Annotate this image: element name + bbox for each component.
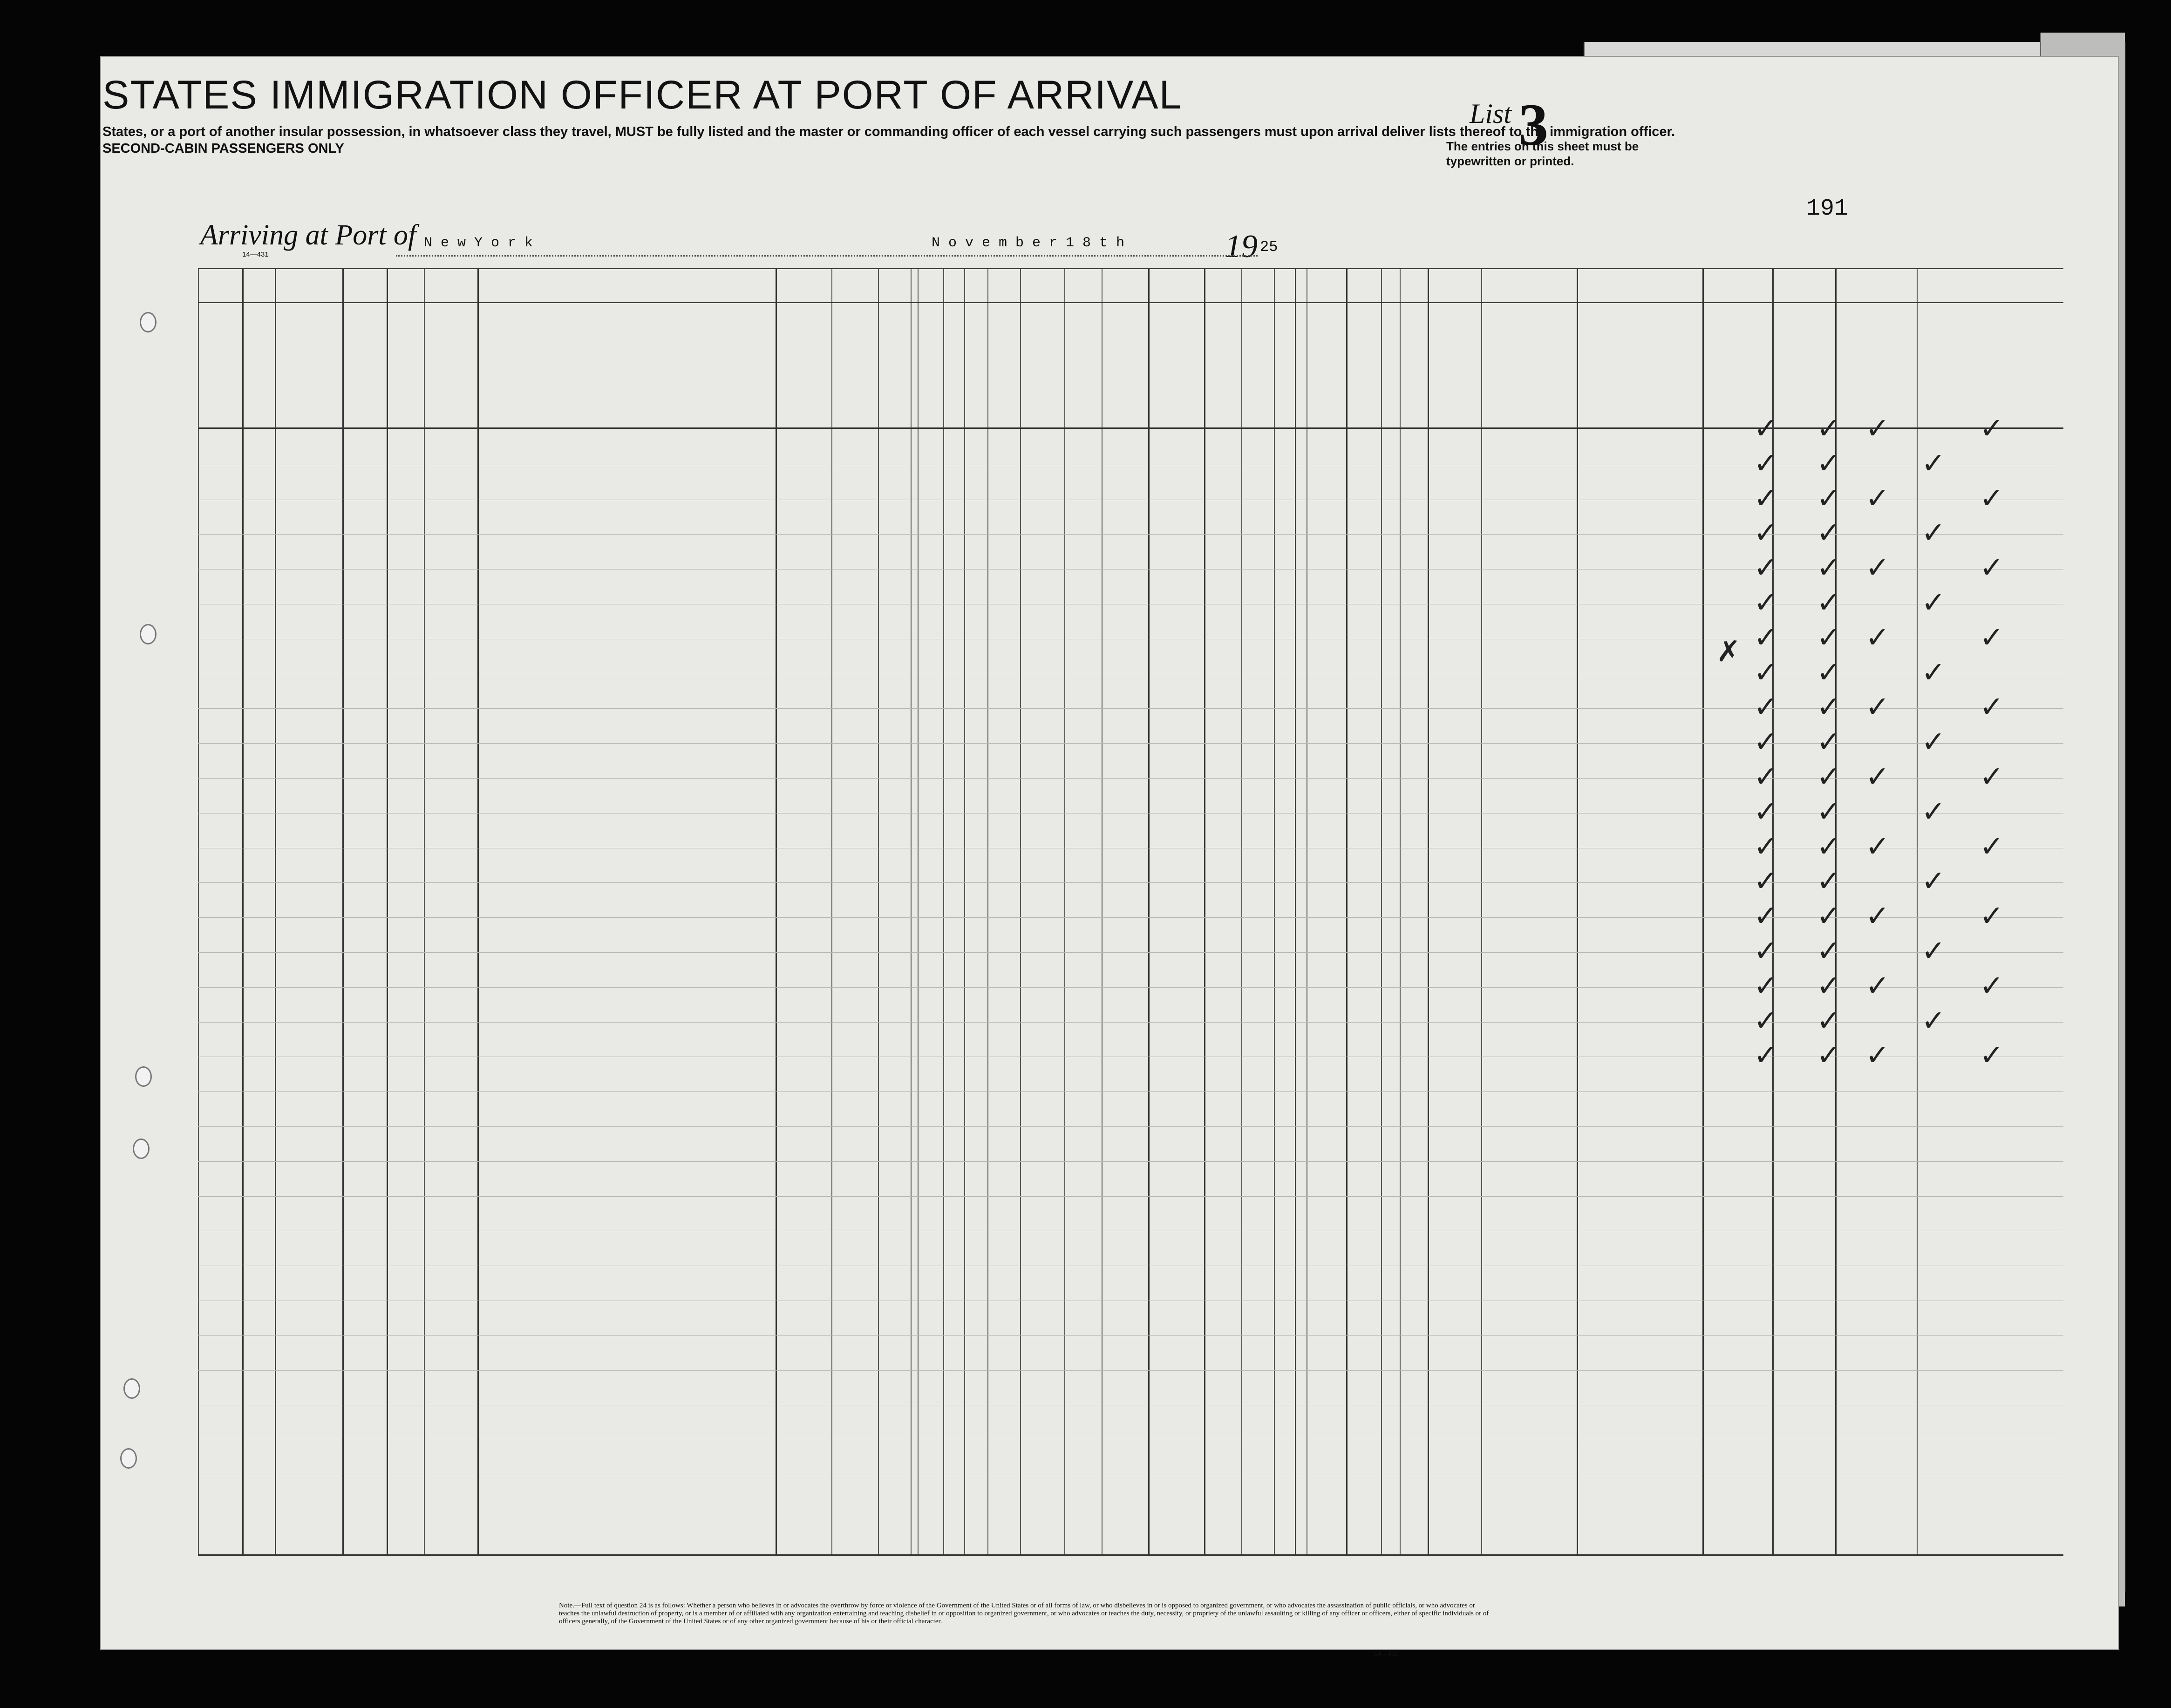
list-note: The entries on this sheet must be typewritten or printed. [1446, 139, 1639, 168]
check-mark: ✓ [1980, 482, 2004, 515]
list-number: 3 [1518, 92, 1548, 158]
check-mark: ✓ [1754, 970, 1778, 1002]
check-mark: ✓ [1754, 622, 1778, 654]
column-rule [1274, 269, 1275, 1554]
instructions-text: States, or a port of another insular possession, in whatsoever class they travel, MUST be fully listed and the master or commanding officer of each vessel carrying such passengers must upon arrival deliver lists thereof to the immigration officer. [102, 124, 1675, 139]
check-mark: ✓ [1817, 831, 1841, 863]
check-mark: ✓ [1817, 552, 1841, 584]
check-mark: ✓ [1980, 1040, 2004, 1072]
check-mark: ✓ [1817, 413, 1841, 445]
check-mark: ✓ [1921, 935, 1946, 967]
check-mark: ✓ [1865, 482, 1890, 515]
arriving-label: Arriving at Port of [200, 219, 416, 251]
year-prefix: 191 [1806, 196, 1849, 222]
arrival-port: N e w Y o r k [424, 235, 533, 251]
row-rule [198, 987, 2063, 988]
check-mark: ✓ [1754, 517, 1778, 549]
check-mark: ✓ [1754, 691, 1778, 724]
check-mark: ✓ [1865, 691, 1890, 724]
check-mark: ✓ [1817, 691, 1841, 724]
manifest-table [198, 268, 2063, 1556]
row-rule [198, 1370, 2063, 1371]
check-mark: ✓ [1817, 622, 1841, 654]
column-rule [1204, 269, 1205, 1554]
check-mark: ✓ [1921, 517, 1946, 549]
header-rule [198, 302, 2063, 303]
column-rule [1148, 269, 1150, 1554]
column-rule [1481, 269, 1482, 1554]
check-mark: ✓ [1754, 935, 1778, 967]
header-rule [198, 427, 2063, 429]
binder-hole [123, 1378, 140, 1399]
column-rule [1400, 269, 1401, 1554]
check-mark: ✓ [1980, 413, 2004, 445]
column-rule [987, 269, 988, 1554]
row-rule [198, 778, 2063, 779]
column-rule [1917, 269, 1918, 1554]
check-mark: ✓ [1817, 970, 1841, 1002]
column-rule [242, 269, 244, 1554]
column-rule [1020, 269, 1021, 1554]
check-mark: ✓ [1921, 726, 1946, 759]
check-mark: ✓ [1754, 447, 1778, 480]
binder-hole [133, 1139, 150, 1159]
check-mark: ✓ [1865, 1040, 1890, 1072]
binder-hole [120, 1448, 137, 1469]
check-mark: ✓ [1754, 552, 1778, 584]
check-mark: ✓ [1754, 866, 1778, 898]
arrival-dotted-line [396, 255, 1258, 257]
page-title: STATES IMMIGRATION OFFICER AT PORT OF ARRIVAL [102, 73, 1183, 117]
check-mark: ✓ [1980, 622, 2004, 654]
check-mark: ✓ [1865, 552, 1890, 584]
check-mark: ✓ [1921, 447, 1946, 480]
row-rule [198, 534, 2063, 535]
row-rule [198, 1335, 2063, 1336]
passenger-class: SECOND-CABIN PASSENGERS ONLY [102, 141, 344, 156]
column-rule [1346, 269, 1348, 1554]
check-mark: ✓ [1980, 761, 2004, 793]
check-mark: ✓ [1980, 691, 2004, 724]
check-mark: ✓ [1754, 657, 1778, 689]
column-rule [878, 269, 879, 1554]
binder-hole [135, 1066, 152, 1087]
column-rule [964, 269, 965, 1554]
column-rule [918, 269, 919, 1554]
column-rule [911, 269, 912, 1554]
row-rule [198, 1022, 2063, 1023]
list-label: List [1470, 98, 1512, 129]
check-mark: ✓ [1754, 1040, 1778, 1072]
column-rule [831, 269, 832, 1554]
check-mark: ✓ [1754, 761, 1778, 793]
check-mark: ✓ [1817, 482, 1841, 515]
row-rule [198, 708, 2063, 709]
row-rule [198, 882, 2063, 883]
column-rule [1702, 269, 1704, 1554]
check-mark: ✓ [1754, 482, 1778, 515]
row-rule [198, 1161, 2063, 1162]
column-rule [477, 269, 479, 1554]
column-rule [1295, 269, 1296, 1554]
check-mark: ✓ [1754, 726, 1778, 759]
row-rule [198, 1091, 2063, 1092]
check-mark: ✓ [1865, 901, 1890, 933]
check-mark: ✓ [1921, 657, 1946, 689]
check-mark: ✓ [1754, 901, 1778, 933]
row-rule [198, 1196, 2063, 1197]
check-mark: ✓ [1817, 517, 1841, 549]
check-mark: ✓ [1817, 1005, 1841, 1037]
check-mark: ✓ [1817, 796, 1841, 828]
column-rule [1428, 269, 1429, 1554]
check-mark: ✓ [1817, 726, 1841, 759]
check-mark: ✓ [1817, 761, 1841, 793]
check-mark: ✓ [1921, 796, 1946, 828]
column-rule [1064, 269, 1065, 1554]
check-mark: ✓ [1817, 901, 1841, 933]
column-rule [198, 269, 199, 1554]
row-rule [198, 952, 2063, 953]
check-mark: ✓ [1865, 831, 1890, 863]
check-mark: ✓ [1865, 761, 1890, 793]
column-rule [275, 269, 276, 1554]
check-mark: ✓ [1754, 796, 1778, 828]
column-rule [943, 269, 944, 1554]
check-mark: ✓ [1980, 901, 2004, 933]
check-mark: ✓ [1980, 552, 2004, 584]
check-mark: ✓ [1817, 935, 1841, 967]
column-rule [342, 269, 344, 1554]
footnote: Note.—Full text of question 24 is as follows: Whether a person who believes in or advocates the overthrow by force or violence of the Government of the United States or of all forms of law, or who disbelieves in or is opposed to organized government, or who advocates the assassination of public officials, or who advocates or teaches the unlawful destruction of property, or is a member of or affiliated with any organization entertaining and teaching disbelief in or opposition to organized government, or who advocates or teaches the duty, necessity, or propriety of the unlawful assaulting or killing of any officer or officers, either of specific individuals or of officers generally, of the Government of the United States or of any other organized government because of his or their official character. [559, 1602, 1489, 1625]
check-mark: ✓ [1980, 970, 2004, 1002]
check-mark: ✓ [1980, 831, 2004, 863]
form-number: 14—431 [242, 251, 269, 258]
arrival-year-suffix: 25 [1260, 238, 1278, 256]
check-mark: ✓ [1921, 866, 1946, 898]
check-mark: ✓ [1817, 587, 1841, 619]
check-mark: ✓ [1817, 447, 1841, 480]
check-mark: ✓ [1865, 622, 1890, 654]
check-mark: ✓ [1754, 831, 1778, 863]
check-mark: ✓ [1921, 1005, 1946, 1037]
column-rule [776, 269, 777, 1554]
arrival-year-label: 19 [1225, 229, 1258, 264]
check-mark: ✓ [1817, 657, 1841, 689]
row-rule [198, 743, 2063, 744]
row-rule [198, 1126, 2063, 1127]
check-mark: ✓ [1817, 1040, 1841, 1072]
check-mark: ✓ [1754, 587, 1778, 619]
row-rule [198, 917, 2063, 918]
arrival-date: N o v e m b e r 1 8 t h [932, 235, 1125, 251]
binder-hole [140, 312, 157, 332]
column-rule [1577, 269, 1578, 1554]
column-rule [1102, 269, 1103, 1554]
check-mark: ✓ [1865, 413, 1890, 445]
check-mark: ✓ [1921, 587, 1946, 619]
column-rule [387, 269, 388, 1554]
check-mark: ✓ [1754, 1005, 1778, 1037]
binder-hole [140, 624, 157, 644]
cross-mark: ✗ [1716, 636, 1741, 668]
column-rule [1241, 269, 1242, 1554]
check-mark: ✓ [1754, 413, 1778, 445]
check-mark: ✓ [1817, 866, 1841, 898]
form-number-bottom: 14—431 [1374, 1650, 1399, 1657]
column-rule [1381, 269, 1382, 1554]
check-mark: ✓ [1865, 970, 1890, 1002]
column-rule [424, 269, 425, 1554]
